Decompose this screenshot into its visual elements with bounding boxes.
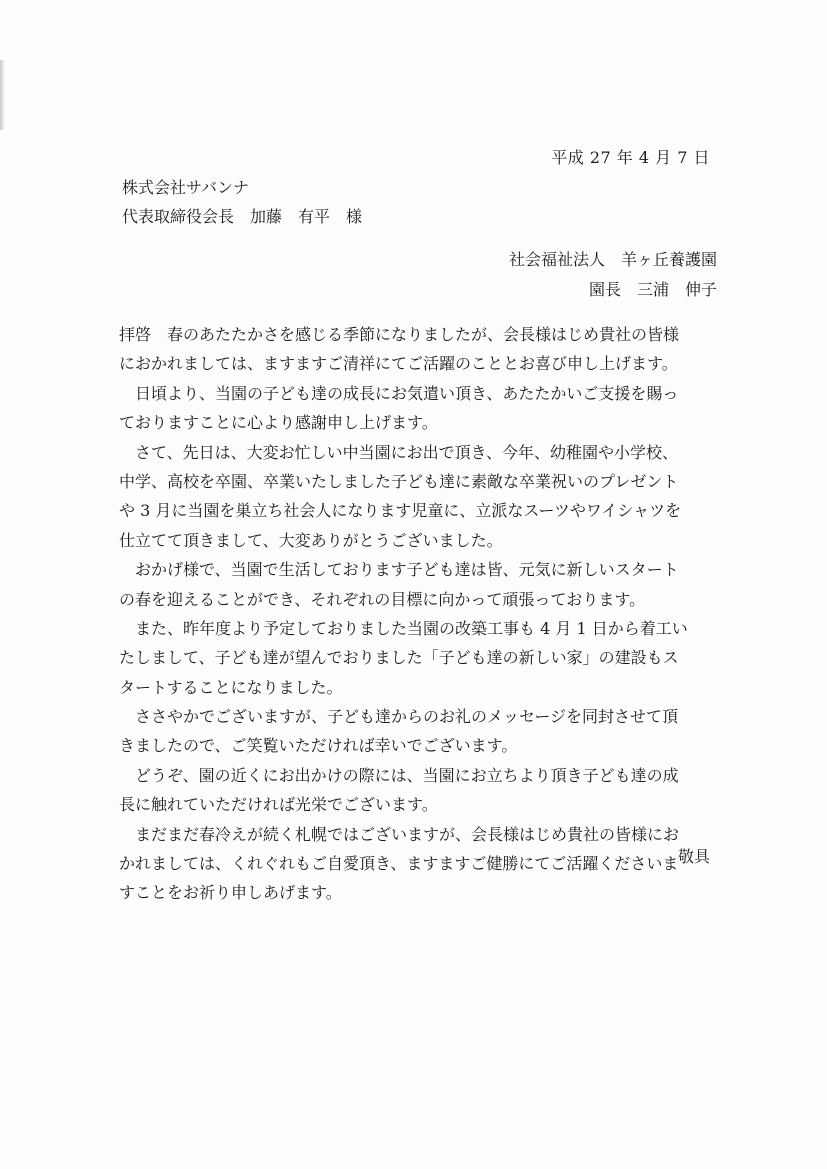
recipient-block xyxy=(122,176,362,234)
body-line: 中学、高校を卒園、卒業いたしました子ども達に素敵な卒業祝いのプレゼント xyxy=(119,471,679,491)
recipient-company: 株式会社サバンナ xyxy=(122,178,250,197)
body-line: どうぞ、園の近くにお出かけの際には、当園にお立ちより頂き子ども達の成 xyxy=(119,765,679,785)
body-line: タートすることになりました。 xyxy=(119,677,343,697)
body-line: 仕立てて頂きまして、大変ありがとうございました。 xyxy=(119,530,503,550)
body-line: きましたので、ご笑覧いただければ幸いでございます。 xyxy=(119,736,518,756)
letter-date: 平成 27 年 4 月 7 日 xyxy=(551,148,710,167)
body-line: 日頃より、当園の子ども達の成長にお気遣い頂き、あたたかいご支援を賜っ xyxy=(119,383,679,403)
body-line: ておりますことに心より感謝申し上げます。 xyxy=(119,413,438,433)
body-line: また、昨年度より予定しておりました当園の改築工事も 4 月 1 日から着工い xyxy=(119,618,688,638)
body-line: ささやかでございますが、子ども達からのお礼のメッセージを同封させて頂 xyxy=(119,707,679,727)
body-line: や 3 月に当園を巣立ち社会人になります児童に、立派なスーツやワイシャツを xyxy=(119,501,682,521)
body-line: すことをお祈り申しあげます。 xyxy=(119,883,342,903)
letter-closing: 敬具 xyxy=(677,847,710,866)
sender-name: 園長 三浦 伸子 xyxy=(588,280,717,299)
body-line: おかげ様で、当園で生活しております子ども達は皆、元気に新しいスタート xyxy=(119,560,679,580)
body-line: かれましては、くれぐれもご自愛頂き、ますますご健勝にてご活躍くださいま xyxy=(119,854,679,874)
body-line: まだまだ春冷えが続く札幌ではございますが、会長様はじめ貴社の皆様にお xyxy=(119,824,680,844)
sender-organization: 社会福祉法人 羊ヶ丘養護園 xyxy=(508,250,717,269)
body-line: の春を迎えることができ、それぞれの目標に向かって頑張っております。 xyxy=(119,589,646,609)
scan-edge-shadow xyxy=(0,60,5,130)
body-line: におかれましては、ますますご清祥にてご活躍のこととお喜び申し上げます。 xyxy=(119,354,678,374)
body-line: 拝啓 春のあたたかさを感じる季節になりましたが、会長様はじめ貴社の皆様 xyxy=(119,325,680,344)
body-line: たしまして、子ども達が望んでおりました「子ども達の新しい家」の建設もス xyxy=(119,648,679,668)
body-line: 長に触れていただければ光栄でございます。 xyxy=(119,795,438,815)
letter-body xyxy=(119,323,715,911)
body-line: さて、先日は、大変お忙しい中当園にお出で頂き、今年、幼稚園や小学校、 xyxy=(119,442,679,462)
recipient-name: 代表取締役会長 加藤 有平 様 xyxy=(122,207,363,226)
sender-block xyxy=(509,248,717,308)
